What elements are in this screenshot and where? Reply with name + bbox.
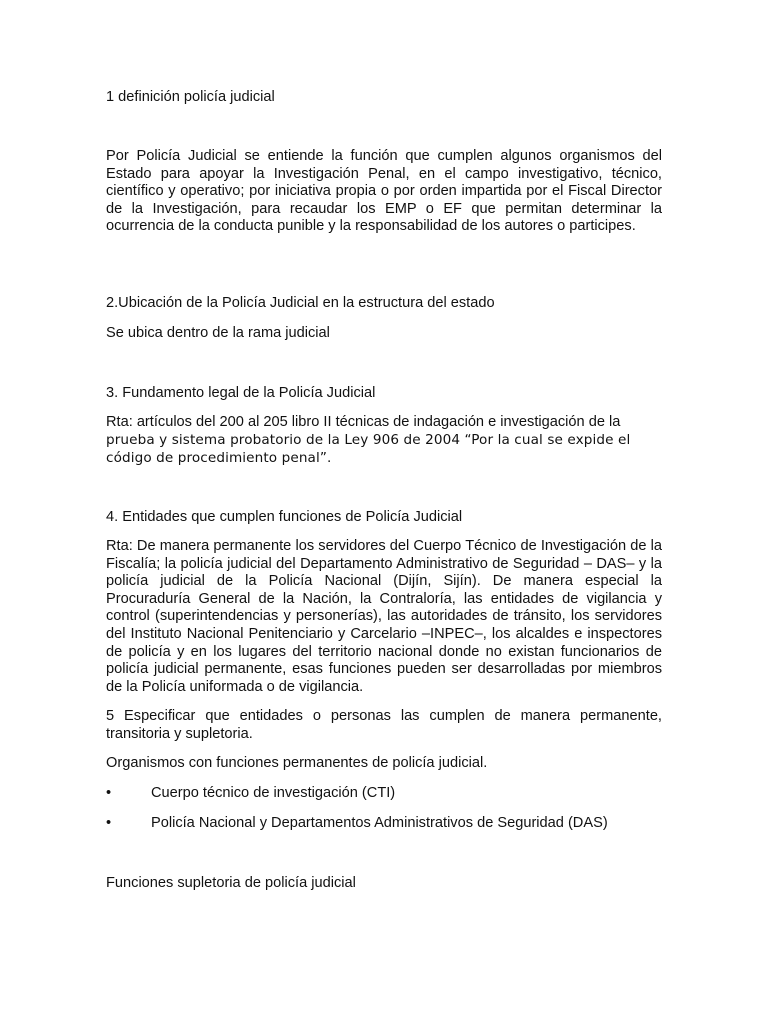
list-item-text: Policía Nacional y Departamentos Administrativos de Seguridad (DAS): [151, 815, 608, 831]
heading-ubicacion: 2.Ubicación de la Policía Judicial en la estructura del estado: [106, 295, 495, 311]
bullet-icon: •: [106, 815, 112, 831]
paragraph-fundamento-line2: prueba y sistema probatorio de la Ley 906 de 2004 “Por la cual se expide el código de procedimiento penal”.: [106, 432, 631, 466]
paragraph-definicion: Por Policía Judicial se entiende la función que cumplen algunos organismos del Estado para apoyar la Investigación Penal, en el campo investigativo, técnico, científico y operativo; por iniciativa propia o por orden impartida por el Fiscal Director de la Investigación, para recaudar los EMP o EF que permitan determinar la ocurrencia de la conducta punible y la responsabilidad de los autores o participes.: [106, 148, 662, 235]
paragraph-fundamento-line1: Rta: artículos del 200 al 205 libro II técnicas de indagación e investigación de la: [106, 414, 621, 430]
list-item-text: Cuerpo técnico de investigación (CTI): [151, 785, 396, 801]
heading-fundamento: 3. Fundamento legal de la Policía Judicial: [106, 385, 376, 401]
paragraph-organismos: Organismos con funciones permanentes de policía judicial.: [106, 755, 488, 771]
paragraph-supletoria: Funciones supletoria de policía judicial: [106, 875, 356, 891]
heading-definicion: 1 definición policía judicial: [106, 89, 275, 105]
heading-entidades: 4. Entidades que cumplen funciones de Policía Judicial: [106, 509, 463, 525]
paragraph-entidades: Rta: De manera permanente los servidores del Cuerpo Técnico de Investigación de la Fiscalía; la policía judicial del Departamento Administrativo de Seguridad – DAS– y la policía judicial de la Policía Nacional (Dijín, Sijín). De manera especial la Procuraduría General de la Nación, la Contraloría, las entidades de vigilancia y control (superintendencias y personerías), las autoridades de tránsito, los servidores del Instituto Nacional Penitenciario y Carcelario –INPEC–, los alcaldes e inspectores de policía y en los lugares del territorio nacional donde no existan funcionarios de policía judicial permanente, esas funciones pueden ser desarrolladas por miembros de la Policía uniformada o de vigilancia.: [106, 538, 662, 695]
paragraph-ubicacion: Se ubica dentro de la rama judicial: [106, 325, 330, 341]
paragraph-especificar: 5 Especificar que entidades o personas las cumplen de manera permanente, transitoria y supletoria.: [106, 708, 662, 742]
bullet-icon: •: [106, 785, 112, 801]
